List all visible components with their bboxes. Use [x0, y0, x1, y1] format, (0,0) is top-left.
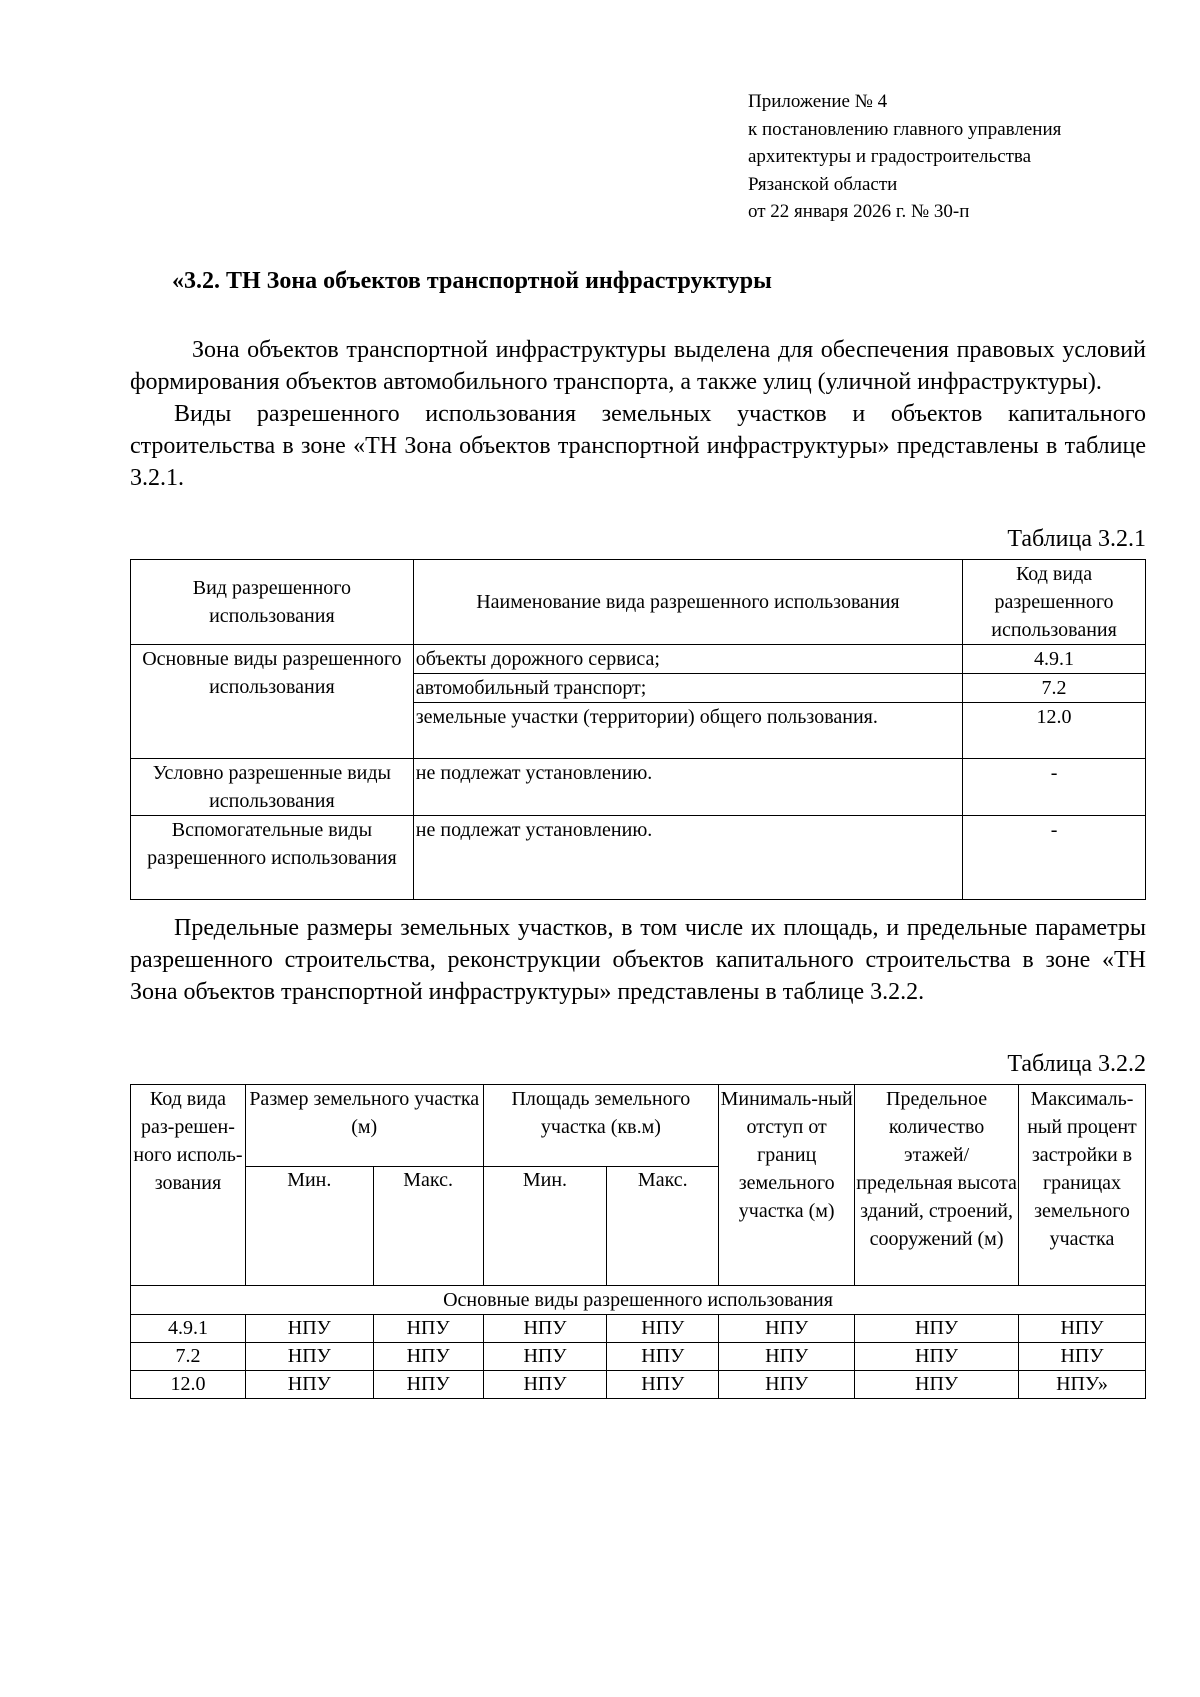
table-header-cell: Максималь-ный процент застройки в границах земельного участка: [1019, 1085, 1146, 1286]
table-header-cell: Размер земельного участка (м): [245, 1085, 483, 1167]
section-title: «3.2. ТН Зона объектов транспортной инфраструктуры: [172, 268, 772, 294]
value-cell: НПУ: [855, 1315, 1019, 1343]
value-cell: НПУ: [373, 1315, 483, 1343]
table-subheader-cell: Мин.: [245, 1167, 373, 1286]
table-header-cell: Вид разрешенного использования: [131, 560, 414, 645]
value-cell: НПУ: [1019, 1315, 1146, 1343]
group-label: Вспомогательные виды разрешенного использования: [131, 816, 414, 900]
annex-header: [748, 88, 1061, 226]
value-cell: НПУ: [719, 1371, 855, 1399]
value-cell: НПУ: [607, 1371, 719, 1399]
table-subheader-cell: Макс.: [607, 1167, 719, 1286]
table-header-cell: Минималь-ный отступ от границ земельного участка (м): [719, 1085, 855, 1286]
annex-line: к постановлению главного управления: [748, 118, 1062, 140]
table-header-cell: Код вида разрешенного использования: [963, 560, 1146, 645]
table-caption: Таблица 3.2.2: [1007, 1051, 1146, 1077]
value-cell: НПУ: [719, 1315, 855, 1343]
table-header-cell: Наименование вида разрешенного использования: [413, 560, 962, 645]
table-subheader-cell: Мин.: [483, 1167, 607, 1286]
code-cell: 12.0: [131, 1371, 246, 1399]
value-cell: НПУ: [1019, 1343, 1146, 1371]
use-name: земельные участки (территории) общего пользования.: [413, 703, 962, 759]
paragraph: Виды разрешенного использования земельных участков и объектов капитального строительства в зоне «ТН Зона объектов транспортной инфраструктуры» представлены в таблице 3.2.1.: [130, 401, 1146, 491]
table-subheader-cell: Макс.: [373, 1167, 483, 1286]
use-name: не подлежат установлению.: [413, 816, 962, 900]
group-label: Основные виды разрешенного использования: [131, 1286, 1146, 1315]
intro-paragraphs: [130, 334, 1146, 494]
annex-line: Рязанской области: [748, 173, 898, 195]
paragraph: Зона объектов транспортной инфраструктуры выделена для обеспечения правовых условий формирования объектов автомобильного транспорта, а также улиц (уличной инфраструктуры).: [130, 337, 1146, 395]
code-cell: 4.9.1: [131, 1315, 246, 1343]
table-limit-parameters: [130, 1084, 1146, 1399]
value-cell: НПУ: [373, 1343, 483, 1371]
group-label: Основные виды разрешенного использования: [131, 645, 414, 759]
use-name: не подлежат установлению.: [413, 759, 962, 816]
annex-line: архитектуры и градостроительства: [748, 146, 1032, 167]
value-cell: НПУ: [245, 1343, 373, 1371]
table-header-cell: Площадь земельного участка (кв.м): [483, 1085, 719, 1167]
use-code: -: [963, 759, 1146, 816]
use-code: 4.9.1: [963, 645, 1146, 674]
code-cell: 7.2: [131, 1343, 246, 1371]
value-cell: НПУ: [245, 1371, 373, 1399]
limits-paragraph-block: [130, 912, 1146, 1008]
value-cell: НПУ: [373, 1371, 483, 1399]
use-name: автомобильный транспорт;: [413, 674, 962, 703]
value-cell: НПУ: [719, 1343, 855, 1371]
use-code: -: [963, 816, 1146, 900]
value-cell: НПУ: [483, 1315, 607, 1343]
paragraph: Предельные размеры земельных участков, в том числе их площадь, и предельные параметры разрешенного строительства, реконструкции объектов капитального строительства в зоне «ТН Зона объектов транспортной инфраструктуры» представлены в таблице 3.2.2.: [130, 915, 1146, 1005]
value-cell: НПУ: [245, 1315, 373, 1343]
table-header-cell: Предельное количество этажей/ предельная высота зданий, строений, сооружений (м): [855, 1085, 1019, 1286]
value-cell: НПУ: [607, 1343, 719, 1371]
value-cell: НПУ: [855, 1371, 1019, 1399]
table-caption: Таблица 3.2.1: [1007, 526, 1146, 552]
annex-line: Приложение № 4: [748, 91, 888, 112]
value-cell: НПУ: [483, 1371, 607, 1399]
group-label: Условно разрешенные виды использования: [131, 759, 414, 816]
use-code: 12.0: [963, 703, 1146, 759]
value-cell: НПУ»: [1019, 1371, 1146, 1399]
table-header-cell: Код вида раз-решен-ного исполь-зования: [131, 1085, 246, 1286]
value-cell: НПУ: [483, 1343, 607, 1371]
table-permitted-uses: [130, 559, 1146, 900]
annex-line: от 22 января 2026 г. № 30-п: [748, 201, 970, 222]
value-cell: НПУ: [607, 1315, 719, 1343]
use-code: 7.2: [963, 674, 1146, 703]
use-name: объекты дорожного сервиса;: [413, 645, 962, 674]
value-cell: НПУ: [855, 1343, 1019, 1371]
